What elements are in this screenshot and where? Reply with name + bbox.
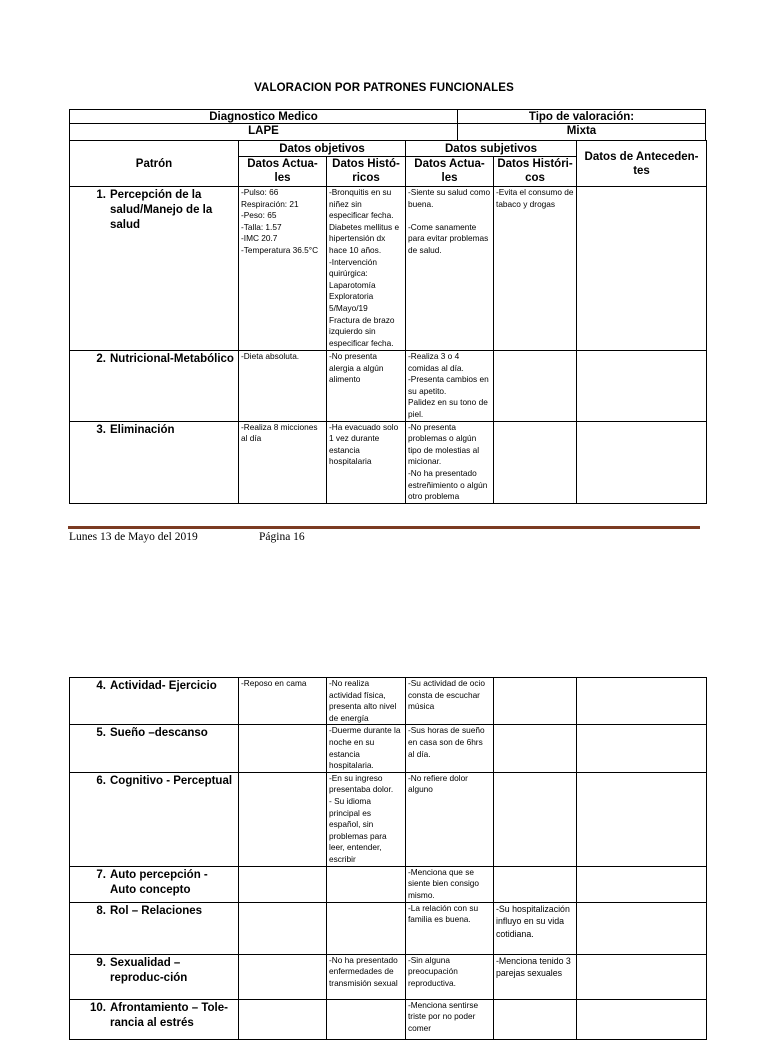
sub-actuales-cell: -Menciona sentirse triste por no poder comer [406,999,494,1039]
sub-historicos-cell [494,351,577,422]
table-row [70,954,707,999]
sub-actuales-cell: -Menciona que se siente bien consigo mismo. [406,866,494,902]
sub-actuales-cell: -Realiza 3 o 4 comidas al día. -Presenta cambios en su apetito. Palidez en su tono de piel. [406,351,494,422]
diagnostico-value: LAPE [69,123,458,141]
patron-cell: 10. Afrontamiento – Tole-rancia al estrés [70,999,239,1039]
patrones-table-page1 [69,140,707,504]
antecedentes-cell [577,866,707,902]
table-row [70,421,707,503]
patron-cell: 2. Nutricional-Metabólico [70,351,239,422]
patron-cell: 9. Sexualidad – reproduc-ción [70,954,239,999]
patron-cell: 5. Sueño –descanso [70,725,239,772]
obj-actuales-cell: -Realiza 8 micciones al día [239,421,327,503]
footer-date: Lunes 13 de Mayo del 2019 [69,531,198,543]
footer-divider [68,526,700,529]
patron-cell: 8. Rol – Relaciones [70,902,239,954]
sub-actuales-cell: -No presenta problemas o algún tipo de molestias al micionar. -No ha presentado estreñimiento o algún otro problema [406,421,494,503]
table-row [70,772,707,866]
sub-actuales-cell: -Sin alguna preocupación reproductiva. [406,954,494,999]
obj-actuales-cell: -Pulso: 66 Respiración: 21 -Peso: 65 -Talla: 1.57 -IMC 20.7 -Temperatura 36.5°C [239,187,327,351]
table-row [70,678,707,725]
sub-historicos-cell [494,421,577,503]
footer-page-number: Página 16 [259,531,305,543]
obj-historicos-cell: -Ha evacuado solo 1 vez durante estancia hospitalaria [327,421,406,503]
sub-historicos-cell [494,866,577,902]
obj-actuales-cell [239,725,327,772]
patron-cell: 3. Eliminación [70,421,239,503]
patron-cell: 4. Actividad- Ejercicio [70,678,239,725]
table-row [70,725,707,772]
obj-actuales-cell: -Dieta absoluta. [239,351,327,422]
sub-historicos-cell [494,999,577,1039]
sub-historicos-cell [494,772,577,866]
diagnostico-label-cell: Diagnostico Medico [69,109,458,124]
tipo-valoracion-label: Tipo de valoración: [457,109,706,124]
antecedentes-cell [577,421,707,503]
antecedentes-cell [577,954,707,999]
obj-actuales-cell [239,999,327,1039]
table-row [70,351,707,422]
obj-historicos-cell: -No realiza actividad física, presenta alto nivel de energía [327,678,406,725]
obj-historicos-header: Datos Histó- ricos [327,157,406,187]
antecedentes-cell [577,772,707,866]
sub-actuales-cell: -Sus horas de sueño en casa son de 6hrs al día. [406,725,494,772]
antecedentes-cell [577,678,707,725]
patrones-table-page2 [69,677,707,1040]
sub-actuales-cell: -Su actividad de ocio consta de escuchar música [406,678,494,725]
sub-historicos-cell: -Evita el consumo de tabaco y drogas [494,187,577,351]
antecedentes-cell [577,187,707,351]
datos-antecedentes-header: Datos de Anteceden- tes [577,141,707,187]
obj-actuales-cell [239,772,327,866]
obj-historicos-cell [327,999,406,1039]
patron-cell: 1. Percepción de la salud/Manejo de la salud [70,187,239,351]
patron-cell: 7. Auto percepción - Auto concepto [70,866,239,902]
tipo-valoracion-value: Mixta [457,123,706,141]
table-row [70,866,707,902]
table-row [70,999,707,1039]
obj-actuales-cell [239,866,327,902]
obj-historicos-cell: -No presenta alergia a algún alimento [327,351,406,422]
datos-objetivos-header: Datos objetivos [239,141,406,157]
patron-header: Patrón [70,141,239,187]
obj-historicos-cell [327,902,406,954]
obj-historicos-cell: -No ha presentado enfermedades de transmisión sexual [327,954,406,999]
sub-actuales-cell: -No refiere dolor alguno [406,772,494,866]
antecedentes-cell [577,902,707,954]
obj-historicos-cell: -Duerme durante la noche en su estancia hospitalaria. [327,725,406,772]
obj-actuales-cell [239,902,327,954]
sub-actuales-header: Datos Actua- les [406,157,494,187]
obj-historicos-cell: -En su ingreso presentaba dolor. - Su idioma principal es español, sin problemas para leer, entender, escribir [327,772,406,866]
antecedentes-cell [577,999,707,1039]
sub-actuales-cell: -Siente su salud como buena. -Come sanamente para evitar problemas de salud. [406,187,494,351]
obj-actuales-cell: -Reposo en cama [239,678,327,725]
patron-cell: 6. Cognitivo - Perceptual [70,772,239,866]
table-row [70,187,707,351]
sub-actuales-cell: -La relación con su familia es buena. [406,902,494,954]
antecedentes-cell [577,725,707,772]
obj-historicos-cell [327,866,406,902]
obj-actuales-header: Datos Actua- les [239,157,327,187]
antecedentes-cell [577,351,707,422]
sub-historicos-cell [494,678,577,725]
sub-historicos-cell: -Su hospitalización influyo en su vida cotidiana. [494,902,577,954]
sub-historicos-cell: -Menciona tenido 3 parejas sexuales [494,954,577,999]
page-title: VALORACION POR PATRONES FUNCIONALES [254,82,514,94]
obj-actuales-cell [239,954,327,999]
datos-subjetivos-header: Datos subjetivos [406,141,577,157]
sub-historicos-cell [494,725,577,772]
obj-historicos-cell: -Bronquitis en su niñez sin especificar fecha. Diabetes mellitus e hipertensión dx hace 10 años. -Intervención quirúrgica: Laparotomía Exploratoria 5/Mayo/19 Fractura de brazo izquierdo sin especificar fecha. [327,187,406,351]
table-row [70,902,707,954]
sub-historicos-header: Datos Históri- cos [494,157,577,187]
